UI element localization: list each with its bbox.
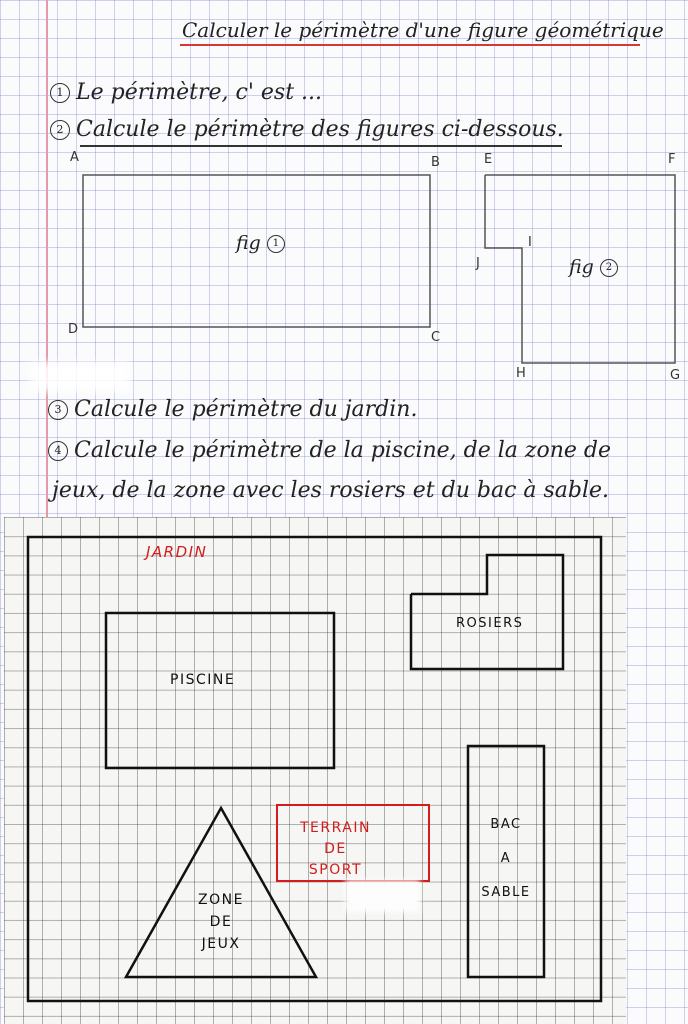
play-zone-line-2: DE [209, 914, 233, 930]
sandbox-line-2: A [500, 851, 512, 866]
sandbox-line-3: SABLE [481, 885, 531, 900]
question-2-text: Calcule le périmètre des figures ci-dessous. [76, 117, 564, 142]
vertex-c: C [431, 330, 441, 345]
play-zone-line-1: ZONE [198, 892, 244, 908]
play-zone-label [188, 889, 254, 955]
figure-2-label-text: fig [569, 256, 594, 278]
vertex-h: H [516, 366, 526, 381]
pool-rect [106, 613, 334, 768]
play-zone-line-3: JEUX [201, 936, 241, 952]
figure-1-label-text: fig [236, 232, 261, 254]
worksheet-title: Calculer le périmètre d'une figure géométrique [182, 18, 664, 42]
vertex-i: I [528, 235, 532, 250]
vertex-j: J [476, 256, 480, 271]
pool-label: PISCINE [170, 672, 236, 688]
sports-field-line-1: TERRAIN [300, 820, 371, 836]
vertex-f: F [668, 152, 676, 167]
sandbox-label [478, 808, 534, 910]
vertex-b: B [431, 155, 440, 170]
vertex-a: A [70, 150, 79, 165]
vertex-g: G [670, 368, 681, 383]
roses-polygon [411, 555, 563, 669]
question-4-line-1: Calcule le périmètre de la piscine, de la zone de [74, 438, 612, 463]
question-4-continued: jeux, de la zone avec les rosiers et du bac à sable. [52, 478, 610, 503]
figure-1-label-number: 1 [267, 235, 285, 253]
figure-2-label-number: 2 [600, 259, 618, 277]
sports-field-label [300, 818, 371, 881]
sandbox-line-1: BAC [490, 817, 522, 832]
vertex-d: D [68, 322, 79, 337]
roses-label: ROSIERS [456, 616, 524, 631]
vertex-e: E [484, 152, 493, 167]
question-1-text: Le périmètre, c' est ... [76, 80, 323, 105]
question-4-number: 4 [48, 441, 68, 461]
paper-hole-patch [345, 880, 420, 912]
question-2-number: 2 [50, 120, 70, 140]
question-1-number: 1 [50, 83, 70, 103]
sports-field-line-2: DE [324, 841, 347, 857]
question-3-text: Calcule le périmètre du jardin. [74, 397, 418, 422]
question-3-number: 3 [48, 400, 68, 420]
sports-field-line-3: SPORT [308, 862, 363, 878]
garden-label: JARDIN [146, 543, 208, 561]
